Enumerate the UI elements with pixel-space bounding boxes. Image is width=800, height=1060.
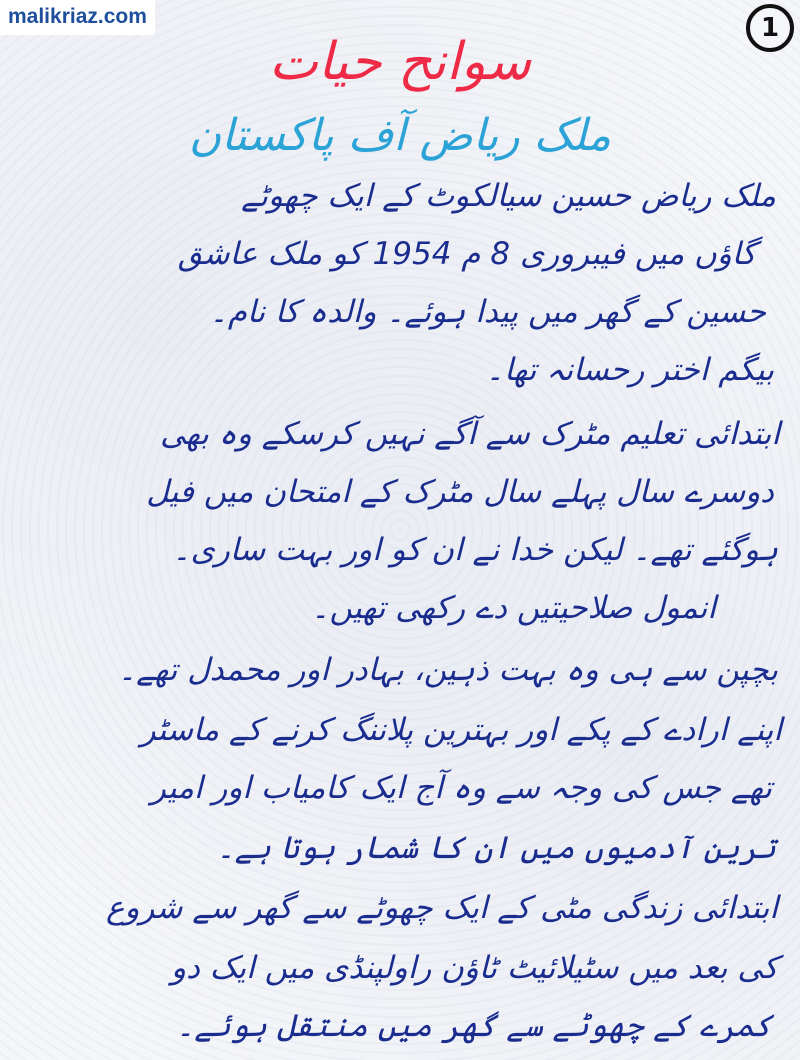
text-line-11: تھے جس کی وجہ سے وہ آج ایک کامیاب اور امیر	[150, 770, 772, 806]
text-line-12: ترین آدمیوں میں ان کا شمار ہوتا ہے۔	[216, 830, 776, 866]
text-line-15: کمرے کے چھوٹے سے گھر میں منتقل ہوئے۔	[176, 1008, 772, 1044]
page-title: سوانح حیات	[268, 32, 532, 92]
text-line-14: کی بعد میں سٹیلائیٹ ٹاؤن راولپنڈی میں ایک دو	[171, 950, 778, 986]
text-line-10: اپنے ارادے کے پکے اور بہترین پلاننگ کرنے کے ماسٹر	[140, 712, 782, 748]
text-line-6: دوسرے سال پہلے سال مٹرک کے امتحان میں فیل	[146, 474, 774, 510]
page-subtitle: ملک ریاض آف پاکستان	[188, 110, 612, 161]
text-line-5: ابتدائی تعلیم مٹرک سے آگے نہیں کرسکے وہ بھی	[160, 416, 780, 452]
text-line-8: انمول صلاحیتیں دے رکھی تھیں۔	[311, 590, 716, 626]
text-line-13: ابتدائی زندگی مٹی کے ایک چھوٹے سے گھر سے شروع	[105, 890, 778, 926]
text-line-3: حسین کے گھر میں پیدا ہوئے۔ والدہ کا نام۔	[209, 294, 766, 330]
text-line-9: بچپن سے ہی وہ بہت ذہین، بہادر اور محمدل تھے۔	[118, 652, 778, 688]
text-line-2: گاؤں میں فیبروری 8 م 1954 کو ملک عاشق	[177, 236, 756, 272]
text-line-1: ملک ریاض حسین سیالکوٹ کے ایک چھوٹے	[241, 178, 776, 214]
watermark: malikriaz.com	[0, 0, 155, 35]
text-line-7: ہوگئے تھے۔ لیکن خدا نے ان کو اور بہت ساری۔	[172, 532, 778, 568]
page-number	[746, 4, 794, 52]
text-line-4: بیگم اختر رحسانہ تھا۔	[485, 352, 774, 388]
page-number-text: 1	[760, 13, 780, 43]
